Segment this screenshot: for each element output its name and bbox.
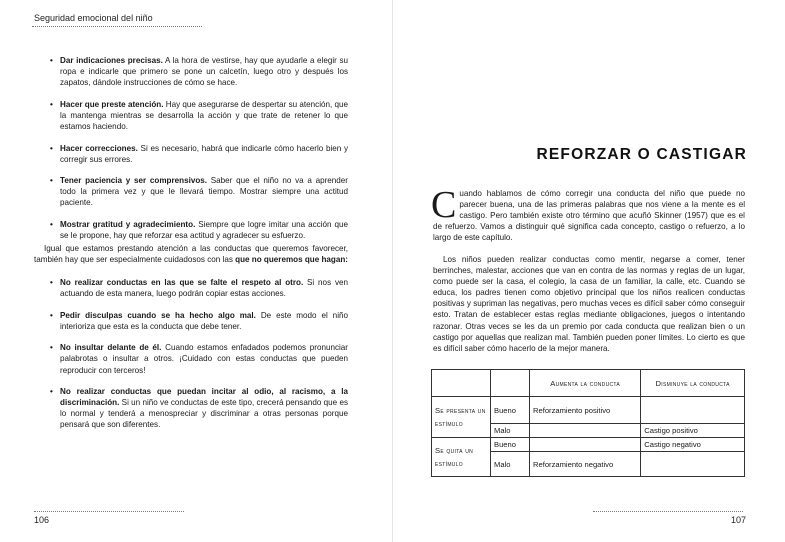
row-sub-label: Malo xyxy=(491,424,530,438)
bullet-icon: • xyxy=(50,56,53,65)
table-corner-cell xyxy=(432,370,491,397)
row-group-label: Se presenta un estímulo xyxy=(432,397,491,438)
list-item: • Hacer correcciones. Si es necesario, habrá que indicarle cómo hacerlo bien y corregir sus errores. xyxy=(50,143,348,164)
bullet-icon: • xyxy=(50,278,53,287)
list-item: • No insultar delante de él. Cuando estamos enfadados podemos pronunciar palabrotas o insultar a otros. ¡Cuidado con estas conductas que pueden reproducir con terceros! xyxy=(50,343,348,375)
bullet-icon: • xyxy=(50,387,53,397)
bullet-icon: • xyxy=(50,310,53,320)
table-cell xyxy=(641,452,745,477)
bullet-list-avoid xyxy=(50,277,348,441)
col-header-disminuye: Disminuye la conducta xyxy=(641,370,745,397)
list-item: • Hacer que preste atención. Hay que asegurarse de despertar su atención, que la mantenga mientras se desarrolla la acción y que trate de retener lo que estamos haciendo. xyxy=(50,99,348,131)
table-cell: Castigo positivo xyxy=(641,424,745,438)
col-header-aumenta: Aumenta la conducta xyxy=(530,370,641,397)
table-cell xyxy=(641,397,745,424)
table-cell: Reforzamiento negativo xyxy=(530,452,641,477)
intro-paragraph: Cuando hablamos de cómo corregir una conducta del niño que puede no parecer buena, una de las primeras palabras que nos viene a la mente es el castigo. Pero también existe otro término que acuñó Skinner (1957) que es el de refuerzo. Vamos a distinguir qué significa cada concepto, castigo o refuerzo, a lo largo de este capítulo. xyxy=(431,184,745,243)
page-number: 107 xyxy=(731,515,747,525)
running-head: Seguridad emocional del niño xyxy=(34,13,153,23)
left-page xyxy=(0,0,392,542)
list-item: • No realizar conductas en las que se falte el respeto al otro. Si nos ven actuando de esta manera, luego podrán copiar estas acciones. xyxy=(50,278,348,299)
table-corner-cell xyxy=(491,370,530,397)
bullet-icon: • xyxy=(50,176,53,186)
table-header-row xyxy=(432,370,745,397)
row-sub-label: Bueno xyxy=(491,397,530,424)
table-row xyxy=(432,397,745,424)
footer-rule xyxy=(593,511,743,512)
conduct-table xyxy=(431,369,745,477)
bullet-list-favor xyxy=(50,55,348,252)
table-cell xyxy=(530,438,641,452)
table-row xyxy=(432,438,745,452)
chapter-title: REFORZAR O CASTIGAR xyxy=(536,146,747,163)
bullet-icon: • xyxy=(50,99,53,109)
page-number: 106 xyxy=(34,515,50,525)
footer-rule xyxy=(34,511,184,512)
body-paragraph: Igual que estamos prestando atención a las conductas que queremos favorecer, también hay que ser especialmente cuidadosos con las que no queremos que hagan: xyxy=(34,244,348,265)
row-group-label: Se quita un estímulo xyxy=(432,438,491,477)
row-sub-label: Bueno xyxy=(491,438,530,452)
list-item: • Mostrar gratitud y agradecimiento. Siempre que logre imitar una acción que se le propone, hay que reforzar esa actitud y agradecer su esfuerzo. xyxy=(50,220,349,241)
bullet-icon: • xyxy=(50,143,53,153)
list-item: • Tener paciencia y ser comprensivos. Saber que el niño no va a aprender todo la primera vez y que le llevará tiempo. Mostrar siempre una actitud paciente. xyxy=(50,176,348,208)
row-sub-label: Malo xyxy=(491,452,530,477)
body-paragraph: Los niños pueden realizar conductas como mentir, negarse a comer, tener berrinches, malestar, acciones que van en contra de las normas y reglas de un lugar, como puede ser la casa, el colegio, la casa de un familiar, la calle, etc. Cuando se educa, los padres tienen como objetivo principal que los niños realicen conductas positivas y supriman las negativas, pero muchas veces es difícil saber cómo conseguir esto. Tratan de establecer estas reglas mediante obligaciones, juegos o intentando razonar. Otras veces se les da un premio por cada conducta que realizan bien o un castigo por aquellas que realizan mal. También pueden poner límites. Lo cierto es que es difícil saber cómo hacerlo de la mejor manera. xyxy=(433,255,745,353)
bullet-icon: • xyxy=(50,343,53,353)
right-page xyxy=(393,0,785,542)
table-cell xyxy=(530,424,641,438)
list-item: • Dar indicaciones precisas. A la hora de vestirse, hay que ayudarle a elegir su ropa e indicarle que primero se pone un calcetín, luego otro y después los zapatos, dándole instrucciones de cómo se hace. xyxy=(50,56,348,88)
table-cell: Reforzamiento positivo xyxy=(530,397,641,424)
header-rule xyxy=(32,26,202,27)
list-item: • No realizar conductas que puedan incitar al odio, al racismo, a la discriminación. Si un niño ve conductas de este tipo, crecerá pensando que es lo normal y tenderá a menospreciar y discriminar a otras personas porque pensará que son diferentes. xyxy=(50,387,348,430)
list-item: • Pedir disculpas cuando se ha hecho algo mal. De este modo el niño interioriza que esta es la conducta que debe tener. xyxy=(50,310,348,331)
drop-cap: C xyxy=(431,184,457,226)
bullet-icon: • xyxy=(50,220,53,230)
table-cell: Castigo negativo xyxy=(641,438,745,452)
